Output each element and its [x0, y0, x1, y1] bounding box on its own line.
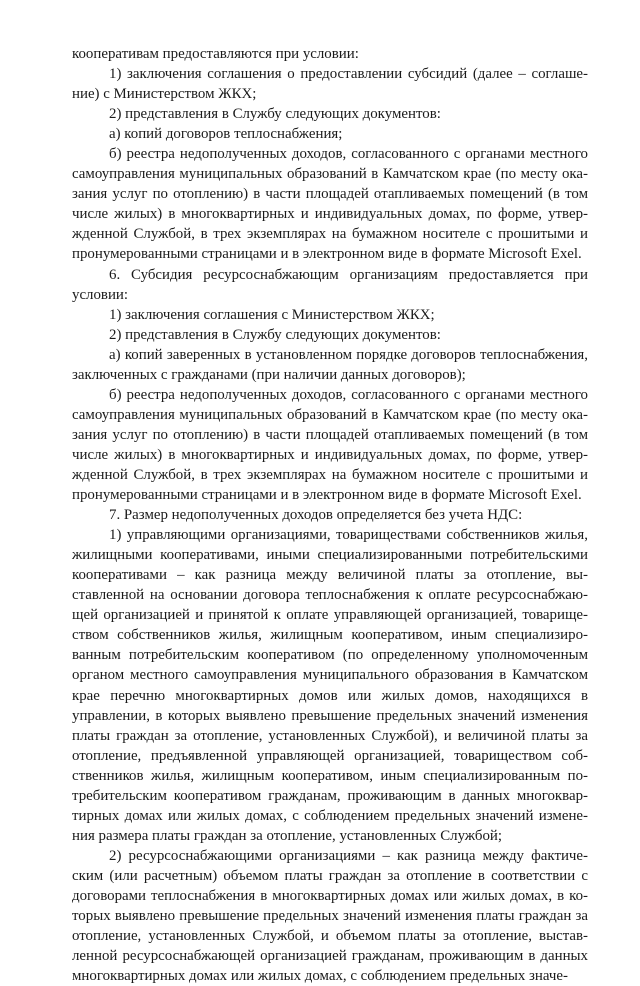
paragraph-clause-6: 6. Субсидия ресурсоснабжающим организациям предоставляется при условии: [72, 266, 588, 303]
paragraph-clause-6-item-2: 2) представления в Службу следующих документов: [109, 326, 441, 343]
paragraph-item-b-registry: б) реестра недополученных доходов, согласованного с органами местного самоуправления муниципальных образований в Камчатском крае (по месту оказания услуг по отоплению) в части площадей отапливаемых помещений (в том числе жилых) в многоквартирных и индивидуальных домах, по форме, утвержденной Службой, в трех экземплярах на бумажном носителе с прошитыми и пронумерованными страницами и в электронном виде в формате Microsoft Exel. [72, 146, 588, 263]
paragraph-clause-6-item-1: 1) заключения соглашения с Министерством ЖКХ; [109, 306, 435, 323]
document-page [72, 44, 588, 986]
paragraph-clause-7-item-1: 1) управляющими организациями, товариществами собственников жилья, жилищными кооперативами, иными специализированными потребительскими кооперативами – как разница между величиной платы за отопление, выставленной на основании договора теплоснабжения к оплате ресурсоснабжающей организацией и принятой к оплате управляющей организацией, товариществом собственников жилья, жилищным кооперативом, иным специализированным потребительским кооперативом (по определенному уполномоченным органом местного самоуправления муниципального образования в Камчатском крае перечню многоквартирных домов или жилых домов, находящихся в управлении, в которых выявлено превышение предельных значений изменения платы граждан за отопление, установленных Службой), и величиной платы за отопление, предъявленной управляющей организацией, товариществом собственников жилья, жилищным кооперативом, иным специализированным потребительским кооперативом гражданам, проживающим в данных многоквартирных домах или жилых домах, с соблюдением предельных значений изменения размера платы граждан за отопление, установленных Службой; [72, 527, 588, 844]
paragraph-clause-6-item-b: б) реестра недополученных доходов, согласованного с органами местного самоуправления муниципальных образований в Камчатском крае (по месту оказания услуг по отоплению) в части площадей отапливаемых помещений (в том числе жилых) в многоквартирных и индивидуальных домах, по форме, утвержденной Службой, в трех экземплярах на бумажном носителе с прошитыми и пронумерованными страницами и в электронном виде в формате Microsoft Exel. [72, 386, 588, 504]
paragraph-item-2-documents: 2) представления в Службу следующих документов: [109, 106, 441, 123]
paragraph-clause-7-item-2: 2) ресурсоснабжающими организациями – как разница между фактическим (или расчетным) объемом платы граждан за отопление в соответствии с договорами теплоснабжения в многоквартирных домах или жилых домах, в которых выявлено превышение предельных значений изменения платы граждан за отопление, установленных Службой, и объемом платы за отопление, выставленной ресурсоснабжающей организацией гражданам, проживающим в данных многоквартирных домах или жилых домах, с соблюдением предельных значе- [72, 847, 588, 985]
paragraph-clause-6-item-a: а) копий заверенных в установленном порядке договоров теплоснабжения, заключенных с гражданами (при наличии данных договоров); [72, 346, 588, 383]
paragraph-clause-7: 7. Размер недополученных доходов определяется без учета НДС: [109, 507, 523, 524]
paragraph-item-a-contracts: а) копий договоров теплоснабжения; [109, 126, 343, 143]
paragraph-item-1-agreement: 1) заключения соглашения о предоставлении субсидий (далее – соглашение) с Министерством ЖКХ; [72, 66, 588, 103]
paragraph-continuation: кооперативам предоставляются при условии: [72, 46, 359, 62]
